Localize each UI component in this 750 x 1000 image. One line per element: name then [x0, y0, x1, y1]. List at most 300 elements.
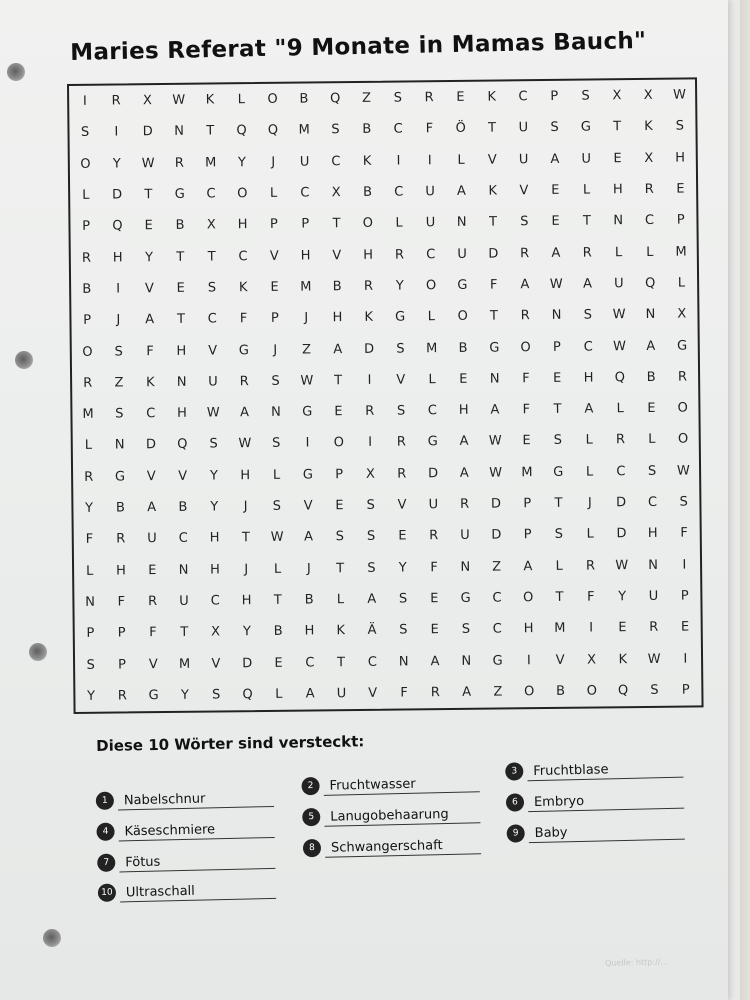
grid-letter: R: [424, 90, 434, 106]
grid-letter: J: [273, 342, 278, 358]
grid-letter: V: [303, 498, 313, 514]
word-label: Embryo: [528, 792, 684, 813]
grid-letter: E: [270, 279, 279, 295]
grid-letter: S: [550, 120, 559, 136]
grid-letter: C: [300, 185, 310, 201]
grid-letter: K: [205, 92, 215, 108]
grid-letter: T: [180, 624, 189, 641]
grid-letter: I: [305, 435, 310, 451]
grid-letter: A: [551, 245, 561, 261]
grid-letter: W: [549, 276, 563, 292]
grid-letter: Y: [210, 499, 219, 515]
grid-letter: A: [333, 341, 343, 357]
grid-letter: E: [522, 433, 531, 449]
word-item: [97, 845, 275, 873]
grid-letter: W: [270, 530, 284, 546]
grid-letter: R: [396, 434, 407, 451]
grid-letter: N: [114, 437, 125, 453]
grid-letter: W: [300, 373, 314, 389]
grid-letter: S: [335, 529, 345, 545]
grid-letter: J: [304, 310, 309, 326]
grid-letter: M: [178, 656, 191, 672]
grid-letter: L: [616, 401, 624, 417]
grid-letter: U: [518, 120, 529, 136]
grid-letter: R: [430, 684, 440, 701]
number-badge: 8: [303, 839, 321, 857]
grid-letter: D: [112, 187, 123, 203]
grid-letter: P: [118, 656, 127, 673]
grid-letter: J: [271, 154, 276, 170]
grid-letter: Q: [617, 682, 629, 699]
grid-letter: X: [586, 652, 597, 668]
grid-letter: A: [147, 500, 157, 516]
grid-letter: S: [396, 341, 405, 357]
grid-letter: P: [86, 625, 95, 642]
grid-letter: P: [680, 588, 689, 604]
grid-letter: E: [456, 89, 465, 106]
grid-letter: E: [647, 400, 656, 417]
word-item: [96, 783, 274, 811]
grid-letter: C: [305, 654, 315, 671]
grid-letter: F: [149, 625, 157, 641]
grid-letter: U: [614, 276, 624, 292]
grid-letter: E: [430, 622, 439, 638]
grid-letter: I: [367, 372, 372, 388]
grid-letter: G: [676, 338, 688, 354]
grid-letter: L: [555, 558, 563, 574]
grid-letter: C: [647, 494, 658, 510]
grid-letter: F: [587, 589, 595, 605]
grid-letter: F: [239, 311, 248, 327]
grid-letter: S: [272, 498, 282, 514]
grid-letter: B: [458, 340, 468, 356]
grid-letter: Q: [330, 91, 341, 107]
grid-letter: Y: [395, 278, 404, 294]
grid-letter: A: [462, 684, 472, 700]
grid-letter: W: [672, 87, 686, 103]
grid-letter: M: [426, 340, 438, 356]
grid-letter: G: [457, 277, 468, 293]
hidden-words-heading: Diese 10 Wörter sind versteckt:: [96, 732, 365, 755]
grid-letter: A: [490, 402, 500, 418]
grid-letter: Y: [87, 688, 96, 704]
word-item: [301, 768, 479, 796]
grid-letter: V: [555, 652, 565, 668]
grid-letter: Y: [85, 500, 94, 516]
grid-letter: S: [553, 433, 563, 449]
grid-letter: B: [273, 624, 283, 640]
grid-letter: S: [86, 657, 95, 673]
grid-letter: X: [331, 185, 341, 201]
grid-letter: I: [114, 124, 119, 140]
grid-letter: K: [618, 651, 628, 667]
grid-letter: U: [147, 531, 157, 547]
grid-letter: Z: [114, 375, 124, 391]
grid-letter: F: [489, 277, 498, 293]
grid-letter: T: [144, 187, 153, 203]
grid-letter: Y: [242, 624, 251, 640]
grid-letter: P: [83, 312, 92, 329]
grid-letter: E: [430, 591, 439, 607]
grid-letter: U: [299, 154, 310, 170]
grid-letter: Ö: [455, 121, 466, 137]
word-label: Ultraschall: [120, 882, 276, 903]
grid-letter: L: [677, 275, 686, 291]
word-label: Fötus: [119, 852, 275, 873]
grid-letter: G: [460, 590, 471, 606]
grid-letter: L: [395, 215, 403, 231]
grid-letter: E: [274, 655, 283, 671]
grid-letter: W: [489, 465, 503, 481]
source-footer: Quelle: http://...: [604, 957, 669, 968]
grid-letter: Q: [614, 370, 626, 386]
grid-letter: L: [336, 592, 345, 608]
grid-letter: U: [208, 374, 218, 390]
grid-letter: R: [363, 278, 374, 294]
grid-letter: W: [613, 338, 627, 354]
punch-hole-icon: [29, 643, 47, 661]
grid-letter: P: [270, 311, 279, 327]
grid-letter: R: [116, 531, 126, 547]
grid-letter: V: [396, 372, 406, 388]
grid-letter: G: [302, 404, 313, 420]
grid-letter: G: [302, 467, 313, 483]
grid-letter: A: [240, 405, 250, 421]
grid-letter: L: [237, 92, 246, 108]
number-badge: 4: [96, 823, 114, 841]
grid-letter: I: [82, 93, 87, 109]
grid-letter: U: [518, 151, 529, 168]
number-badge: 7: [97, 854, 115, 872]
grid-letter: I: [526, 652, 531, 668]
grid-letter: V: [178, 468, 188, 484]
word-label: Lanugobehaarung: [324, 806, 480, 827]
grid-letter: P: [82, 219, 91, 235]
grid-letter: N: [176, 374, 187, 390]
grid-letter: L: [585, 464, 594, 480]
grid-letter: T: [334, 372, 343, 389]
grid-letter: X: [677, 306, 687, 322]
grid-letter: S: [554, 527, 564, 543]
grid-letter: G: [114, 469, 126, 485]
grid-letter: S: [650, 682, 659, 698]
grid-letter: T: [613, 119, 622, 135]
grid-letter: A: [430, 653, 440, 669]
grid-letter: E: [680, 619, 690, 635]
grid-letter: F: [85, 532, 94, 548]
grid-letter: H: [675, 150, 686, 166]
grid-letter: R: [644, 181, 654, 197]
grid-letter: D: [616, 526, 627, 542]
grid-letter: U: [425, 184, 435, 200]
grid-letter: L: [648, 432, 656, 448]
grid-letter: Q: [267, 123, 279, 139]
grid-letter: E: [553, 370, 562, 386]
grid-letter: B: [82, 281, 92, 297]
grid-letter: O: [237, 186, 248, 202]
grid-letter: M: [675, 244, 687, 260]
grid-letter: P: [681, 682, 690, 698]
grid-letter: S: [581, 88, 590, 104]
grid-letter: I: [368, 435, 373, 451]
grid-letter: T: [176, 312, 186, 328]
grid-letter: T: [332, 216, 341, 232]
grid-letter: I: [427, 152, 432, 168]
grid-letter: B: [332, 279, 342, 295]
grid-letter: G: [238, 342, 250, 358]
grid-letter: V: [146, 468, 156, 484]
grid-letter: L: [273, 561, 282, 577]
grid-letter: D: [427, 465, 439, 481]
grid-letter: P: [269, 217, 278, 233]
grid-letter: S: [396, 403, 406, 419]
grid-letter: A: [584, 401, 594, 417]
grid-letter: O: [425, 278, 437, 294]
grid-letter: D: [616, 495, 627, 511]
grid-letter: S: [209, 436, 218, 452]
grid-letter: B: [178, 499, 188, 515]
grid-letter: O: [82, 344, 93, 360]
grid-letter: S: [393, 90, 403, 106]
grid-letter: P: [523, 496, 532, 512]
grid-letter: H: [363, 247, 374, 263]
grid-letter: L: [82, 187, 90, 203]
grid-letter: C: [367, 654, 378, 670]
word-label: Baby: [529, 823, 685, 844]
grid-letter: P: [301, 216, 310, 232]
grid-letter: Y: [398, 560, 407, 576]
grid-letter: O: [524, 683, 535, 700]
grid-letter: H: [647, 526, 658, 542]
grid-letter: R: [520, 245, 530, 261]
grid-letter: O: [80, 156, 91, 172]
grid-letter: E: [334, 404, 343, 420]
grid-letter: E: [551, 214, 560, 230]
grid-letter: C: [207, 311, 217, 327]
grid-letter: C: [331, 153, 341, 169]
grid-letter: V: [332, 247, 342, 263]
grid-letter: Ä: [367, 623, 377, 639]
grid-letter: F: [400, 685, 408, 701]
grid-letter: L: [84, 438, 93, 454]
number-badge: 9: [507, 824, 525, 842]
word-item: [506, 785, 684, 813]
grid-letter: N: [178, 562, 189, 578]
grid-letter: E: [148, 562, 157, 578]
grid-letter: T: [336, 560, 345, 576]
grid-letter: J: [243, 499, 248, 515]
grid-letter: N: [645, 307, 656, 323]
number-badge: 5: [302, 808, 320, 826]
grid-letter: C: [210, 593, 220, 609]
grid-letter: L: [582, 182, 591, 198]
grid-letter: A: [459, 465, 469, 481]
grid-letter: E: [176, 280, 185, 296]
word-list: [95, 749, 698, 913]
punch-hole-icon: [43, 929, 61, 947]
grid-letter: H: [116, 563, 127, 579]
word-item: [98, 875, 276, 903]
grid-letter: R: [84, 469, 94, 485]
grid-letter: D: [145, 437, 157, 453]
grid-letter: F: [522, 402, 531, 418]
grid-letter: N: [461, 653, 472, 669]
grid-letter: T: [337, 654, 346, 670]
grid-letter: R: [394, 247, 405, 263]
grid-letter: F: [430, 559, 438, 575]
grid-letter: H: [332, 310, 343, 326]
grid-letter: O: [267, 91, 278, 108]
grid-letter: S: [399, 622, 408, 638]
grid-letter: H: [300, 248, 311, 264]
grid-letter: T: [273, 592, 282, 608]
grid-letter: W: [206, 405, 220, 421]
grid-letter: I: [396, 153, 401, 169]
grid-letter: J: [116, 312, 121, 328]
grid-letter: V: [211, 655, 221, 672]
grid-letter: C: [178, 531, 188, 547]
grid-letter: L: [269, 185, 278, 201]
grid-letter: F: [117, 594, 126, 610]
grid-letter: H: [112, 250, 123, 266]
grid-letter: L: [428, 371, 436, 388]
grid-letter: H: [241, 593, 252, 609]
grid-letter: A: [367, 591, 377, 607]
grid-letter: G: [174, 186, 185, 202]
grid-letter: D: [490, 496, 502, 512]
grid-letter: H: [612, 182, 623, 198]
grid-letter: R: [460, 496, 470, 512]
grid-letter: Z: [493, 684, 503, 700]
grid-letter: R: [585, 558, 596, 574]
grid-letter: K: [336, 623, 346, 639]
grid-letter: E: [676, 181, 685, 197]
grid-letter: C: [427, 403, 438, 419]
grid-letter: L: [457, 152, 465, 168]
grid-letter: N: [174, 124, 184, 140]
grid-letter: M: [204, 155, 217, 171]
grid-letter: X: [142, 93, 152, 109]
grid-letter: S: [675, 118, 685, 135]
grid-letter: T: [487, 120, 497, 137]
word-item: [302, 799, 480, 827]
grid-letter: Q: [242, 686, 253, 703]
grid-letter: M: [300, 279, 312, 295]
grid-letter: I: [589, 620, 594, 636]
grid-letter: F: [425, 121, 434, 137]
grid-letter: L: [614, 244, 623, 260]
grid-letter: B: [175, 218, 185, 234]
grid-letter: U: [460, 528, 470, 544]
grid-letter: S: [212, 687, 221, 703]
grid-letter: B: [299, 91, 309, 107]
grid-letter: C: [518, 89, 528, 105]
grid-letter: T: [582, 213, 591, 229]
grid-letter: Y: [618, 589, 627, 605]
grid-letter: T: [206, 123, 215, 139]
grid-letter: R: [582, 245, 592, 261]
word-item: [505, 754, 683, 782]
grid-letter: L: [646, 244, 654, 260]
grid-letter: K: [362, 153, 372, 169]
grid-letter: W: [238, 436, 252, 452]
grid-letter: N: [85, 594, 96, 610]
grid-letter: S: [366, 529, 376, 545]
grid-letter: R: [148, 594, 158, 610]
grid-letter: D: [242, 655, 253, 671]
grid-letter: N: [398, 653, 409, 670]
punch-hole-icon: [15, 351, 33, 369]
grid-letter: N: [551, 308, 562, 324]
grid-letter: Y: [112, 156, 121, 172]
grid-letter: A: [305, 686, 315, 702]
grid-letter: H: [237, 217, 248, 233]
grid-letter: M: [82, 406, 94, 422]
grid-letter: H: [209, 530, 220, 546]
grid-letter: A: [550, 151, 560, 167]
grid-letter: U: [581, 151, 592, 167]
grid-letter: C: [583, 339, 593, 355]
grid-letter: C: [426, 246, 436, 262]
grid-letter: H: [240, 467, 251, 483]
grid-letter: V: [368, 685, 378, 701]
grid-letter: H: [458, 402, 469, 419]
grid-letter: T: [488, 214, 498, 230]
grid-letter: N: [456, 215, 467, 231]
grid-letter: B: [304, 592, 314, 608]
grid-letter: S: [366, 497, 375, 513]
grid-letter: S: [461, 622, 471, 638]
grid-letter: P: [335, 466, 344, 482]
number-badge: 10: [98, 884, 116, 902]
word-label: Fruchtwasser: [323, 775, 479, 796]
grid-letter: N: [648, 557, 659, 573]
grid-letter: C: [146, 406, 156, 422]
grid-letter: X: [365, 466, 375, 482]
grid-letter: E: [551, 182, 560, 198]
grid-letter: H: [583, 370, 594, 386]
grid-letter: G: [580, 119, 592, 136]
grid-letter: G: [553, 464, 564, 480]
grid-letter: V: [144, 281, 154, 297]
word-search-grid: [67, 77, 704, 714]
grid-letter: R: [111, 93, 121, 109]
grid-letter: S: [271, 373, 280, 389]
grid-letter: L: [427, 309, 436, 325]
grid-letter: V: [397, 497, 407, 513]
grid-letter: J: [244, 561, 249, 577]
number-badge: 3: [505, 762, 523, 780]
grid-letter: S: [80, 125, 90, 141]
grid-letter: S: [207, 280, 217, 296]
grid-letter: P: [117, 625, 126, 641]
grid-letter: E: [398, 528, 407, 544]
word-label: Käseschmiere: [118, 821, 274, 842]
grid-letter: V: [519, 183, 529, 199]
word-label: Nabelschnur: [118, 790, 274, 811]
number-badge: 2: [301, 777, 319, 795]
grid-letter: E: [335, 498, 344, 514]
grid-letter: N: [613, 213, 624, 229]
punch-hole-icon: [7, 63, 25, 81]
grid-letter: Z: [301, 341, 312, 358]
grid-letter: X: [612, 88, 622, 104]
grid-letter: X: [211, 624, 221, 640]
grid-letter: P: [552, 339, 561, 355]
grid-letter: A: [583, 276, 593, 292]
grid-letter: S: [520, 214, 529, 230]
grid-letter: A: [520, 277, 530, 293]
